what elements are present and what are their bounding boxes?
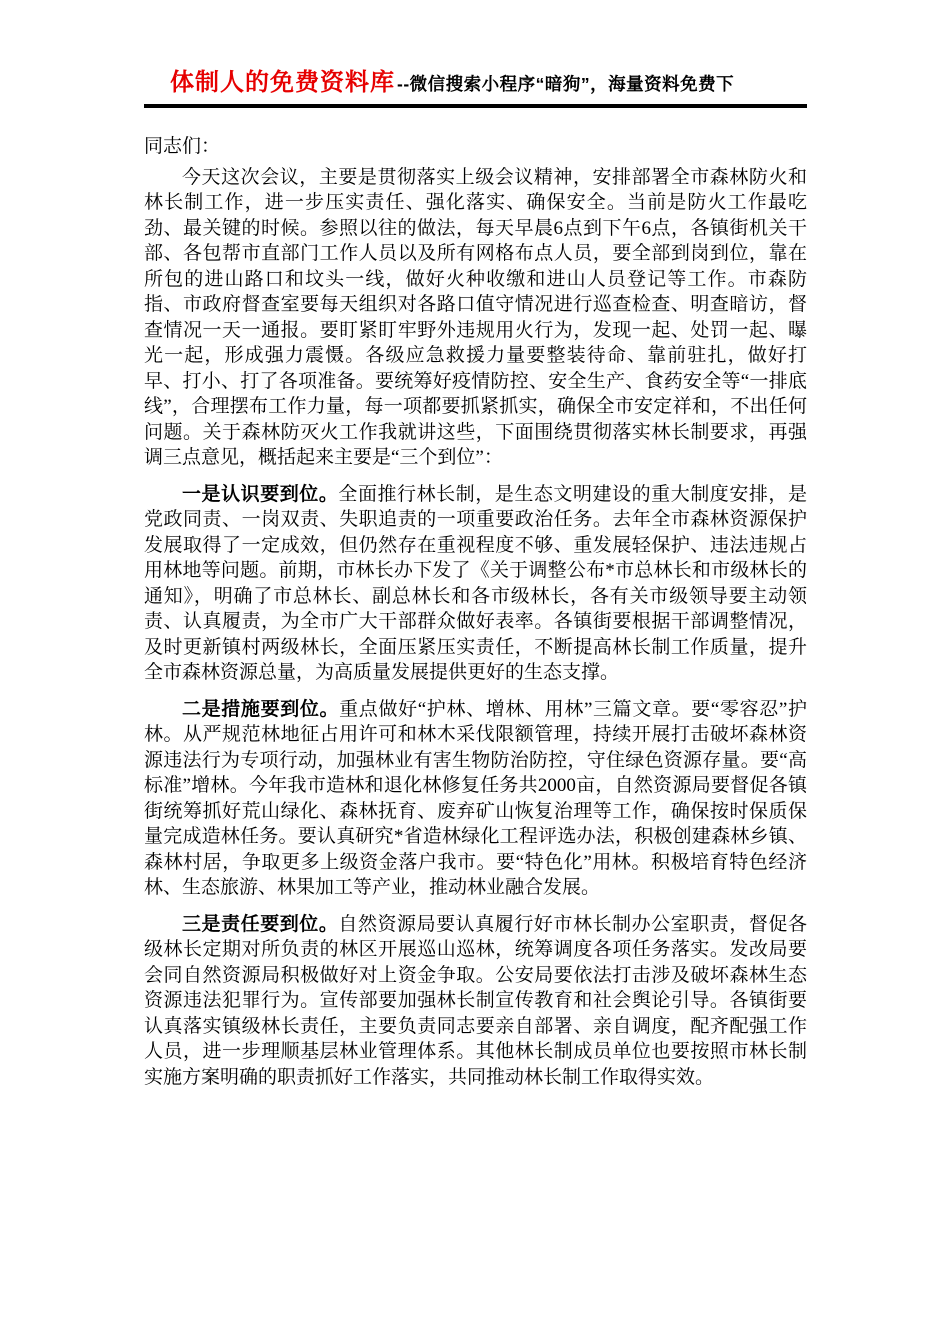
brand-tagline: --微信搜索小程序“暗狗”，海量资料免费下 xyxy=(397,74,735,94)
salutation: 同志们： xyxy=(144,136,221,157)
paragraph-text: 自然资源局要认真履行好市林长制办公室职责，督促各级林长定期对所负责的林区开展巡山巡林，统筹调度各项任务落实。发改局要会同自然资源局积极做好对上资金争取。公安局要依法打击涉及破坏森林生态资源违法犯罪行为。宣传部要加强林长制宣传教育和社会舆论引导。各镇街要认真落实镇级林长责任，主要负责同志要亲自部署、亲自调度，配齐配强工作人员，进一步理顺基层林业管理体系。其他林长制成员单位也要按照市林长制实施方案明确的职责抓好工作落实，共同推动林长制工作取得实效。 xyxy=(144,913,807,1088)
paragraph-lead: 一是认识要到位。 xyxy=(182,483,339,505)
document-body xyxy=(144,134,807,1090)
page-header xyxy=(144,62,807,104)
paragraph-lead: 二是措施要到位。 xyxy=(182,698,340,720)
paragraph-intro xyxy=(144,165,807,471)
paragraph-point-three xyxy=(144,912,807,1091)
paragraph-point-two xyxy=(144,697,807,901)
paragraph-point-one xyxy=(144,482,807,686)
document-content xyxy=(144,62,807,1101)
paragraph-text: 全面推行林长制，是生态文明建设的重大制度安排，是党政同责、一岗双责、失职追责的一项重要政治任务。去年全市森林资源保护发展取得了一定成效，但仍然存在重视程度不够、重发展轻保护、违法违规占用林地等问题。前期，市林长办下发了《关于调整公布*市总林长和市级林长的通知》，明确了市总林长、副总林长和各市级林长，各有关市级领导要主动领责、认真履责，为全市广大干部群众做好表率。各镇街要根据干部调整情况，及时更新镇村两级林长，全面压紧压实责任，不断提高林长制工作质量，提升全市森林资源总量，为高质量发展提供更好的生态支撑。 xyxy=(144,483,807,683)
header-divider xyxy=(144,104,807,108)
paragraph-text: 今天这次会议，主要是贯彻落实上级会议精神，安排部署全市森林防火和林长制工作，进一步压实责任、强化落实、确保安全。当前是防火工作最吃劲、最关键的时候。参照以往的做法，每天早晨6点到下午6点，各镇街机关干部、各包帮市直部门工作人员以及所有网格布点人员，要全部到岗到位，靠在所包的进山路口和坟头一线，做好火种收缴和进山人员登记等工作。市森防指、市政府督查室要每天组织对各路口值守情况进行巡查检查、明查暗访，督查情况一天一通报。要盯紧盯牢野外违规用火行为，发现一起、处罚一起、曝光一起，形成强力震慑。各级应急救援力量要整装待命、靠前驻扎，做好打早、打小、打了各项准备。要统筹好疫情防控、安全生产、食药安全等“一排底线”，合理摆布工作力量，每一项都要抓紧抓实，确保全市安定祥和，不出任何问题。关于森林防灭火工作我就讲这些，下面围绕贯彻落实林长制要求，再强调三点意见，概括起来主要是“三个到位”： xyxy=(144,166,807,468)
brand-title: 体制人的免费资料库 xyxy=(170,69,395,96)
paragraph-lead: 三是责任要到位。 xyxy=(182,913,339,935)
paragraph-text: 重点做好“护林、增林、用林”三篇文章。要“零容忍”护林。从严规范林地征占用许可和林木采伐限额管理，持续开展打击破坏森林资源违法行为专项行动，加强林业有害生物防治防控，守住绿色资源存量。要“高标准”增林。今年我市造林和退化林修复任务共2000亩，自然资源局要督促各镇街统筹抓好荒山绿化、森林抚育、废弃矿山恢复治理等工作，确保按时保质保量完成造林任务。要认真研究*省造林绿化工程评选办法，积极创建森林乡镇、森林村居，争取更多上级资金落户我市。要“特色化”用林。积极培育特色经济林、生态旅游、林果加工等产业，推动林业融合发展。 xyxy=(144,698,807,898)
